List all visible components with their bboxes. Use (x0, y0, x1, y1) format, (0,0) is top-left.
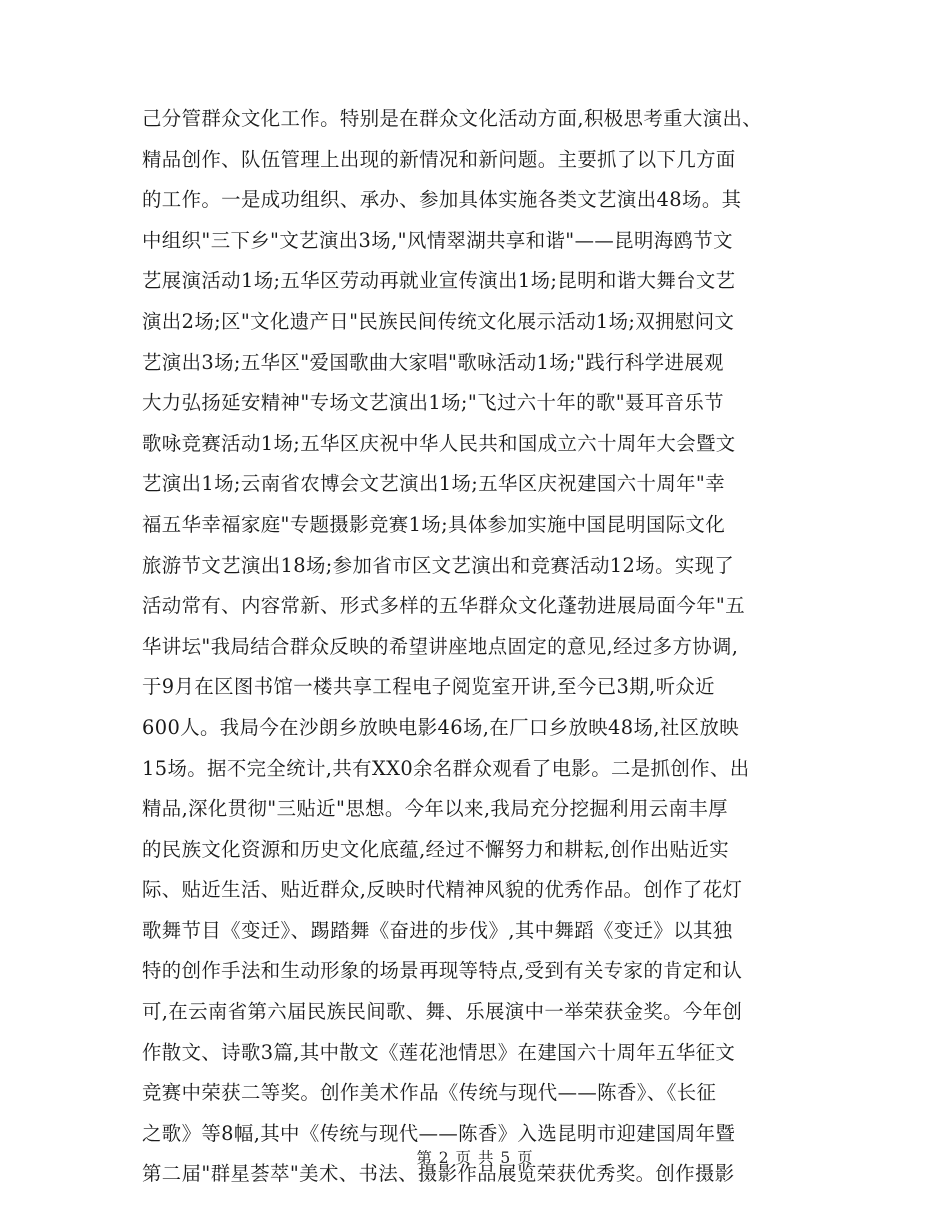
text-line-2: 精品创作、队伍管理上出现的新情况和新问题。主要抓了以下几方面 (142, 147, 736, 171)
text-line-21: 歌舞节目《变迁》、踢踏舞《奋进的步伐》,其中舞蹈《变迁》以其独 (142, 918, 733, 942)
text-line-8: 大力弘扬延安精神"专场文艺演出1场;"飞过六十年的歌"聂耳音乐节 (142, 391, 724, 415)
page-number-footer: 第 2 页 共 5 页 (416, 1149, 534, 1167)
text-line-3: 的工作。一是成功组织、承办、参加具体实施各类文艺演出48场。其 (142, 188, 742, 212)
text-line-27: 第二届"群星荟萃"美术、书法、摄影作品展览荣获优秀奖。创作摄影 (142, 1162, 735, 1186)
text-line-16: 600人。我局今在沙朗乡放映电影46场,在厂口乡放映48场,社区放映 (142, 715, 740, 739)
body-text (142, 99, 812, 1195)
text-line-13: 活动常有、内容常新、形式多样的五华群众文化蓬勃进展局面今年"五 (142, 594, 746, 618)
text-line-23: 可,在云南省第六届民族民间歌、舞、乐展演中一举荣获金奖。今年创 (142, 1000, 743, 1024)
text-line-18: 精品,深化贯彻"三贴近"思想。今年以来,我局充分挖掘利用云南丰厚 (142, 797, 728, 821)
text-line-5: 艺展演活动1场;五华区劳动再就业宣传演出1场;昆明和谐大舞台文艺 (142, 269, 736, 293)
text-line-11: 福五华幸福家庭"专题摄影竞赛1场;具体参加实施中国昆明国际文化 (142, 512, 726, 536)
text-line-15: 于9月在区图书馆一楼共享工程电子阅览室开讲,至今已3期,听众近 (142, 675, 715, 699)
text-line-20: 际、贴近生活、贴近群众,反映时代精神风貌的优秀作品。创作了花灯 (142, 878, 743, 902)
text-line-7: 艺演出3场;五华区"爱国歌曲大家唱"歌咏活动1场;"践行科学进展观 (142, 350, 724, 374)
text-line-17: 15场。据不完全统计,共有XX0余名群众观看了电影。二是抓创作、出 (142, 756, 750, 780)
text-line-14: 华讲坛"我局结合群众反映的希望讲座地点固定的意见,经过多方协调, (142, 634, 739, 658)
text-line-6: 演出2场;区"文化遗产日"民族民间传统文化展示活动1场;双拥慰问文 (142, 309, 735, 333)
text-line-1: 己分管群众文化工作。特别是在群众文化活动方面,积极思考重大演出、 (142, 107, 763, 130)
text-line-22: 特的创作手法和生动形象的场景再现等特点,受到有关专家的肯定和认 (142, 959, 743, 983)
text-line-19: 的民族文化资源和历史文化底蕴,经过不懈努力和耕耘,创作出贴近实 (142, 837, 730, 861)
text-line-4: 中组织"三下乡"文艺演出3场,"风情翠湖共享和谐"——昆明海鸥节文 (142, 228, 733, 252)
text-line-12: 旅游节文艺演出18场;参加省市区文艺演出和竞赛活动12场。实现了 (142, 553, 735, 577)
text-line-26: 之歌》等8幅,其中《传统与现代——陈香》入选昆明市迎建国周年暨 (142, 1121, 736, 1145)
text-line-25: 竞赛中荣获二等奖。创作美术作品《传统与现代——陈香》、《长征 (142, 1081, 717, 1105)
text-line-24: 作散文、诗歌3篇,其中散文《莲花池情思》在建国六十周年五华征文 (142, 1040, 736, 1064)
text-line-9: 歌咏竞赛活动1场;五华区庆祝中华人民共和国成立六十周年大会暨文 (142, 431, 736, 455)
text-line-10: 艺演出1场;云南省农博会文艺演出1场;五华区庆祝建国六十周年"幸 (142, 472, 726, 496)
